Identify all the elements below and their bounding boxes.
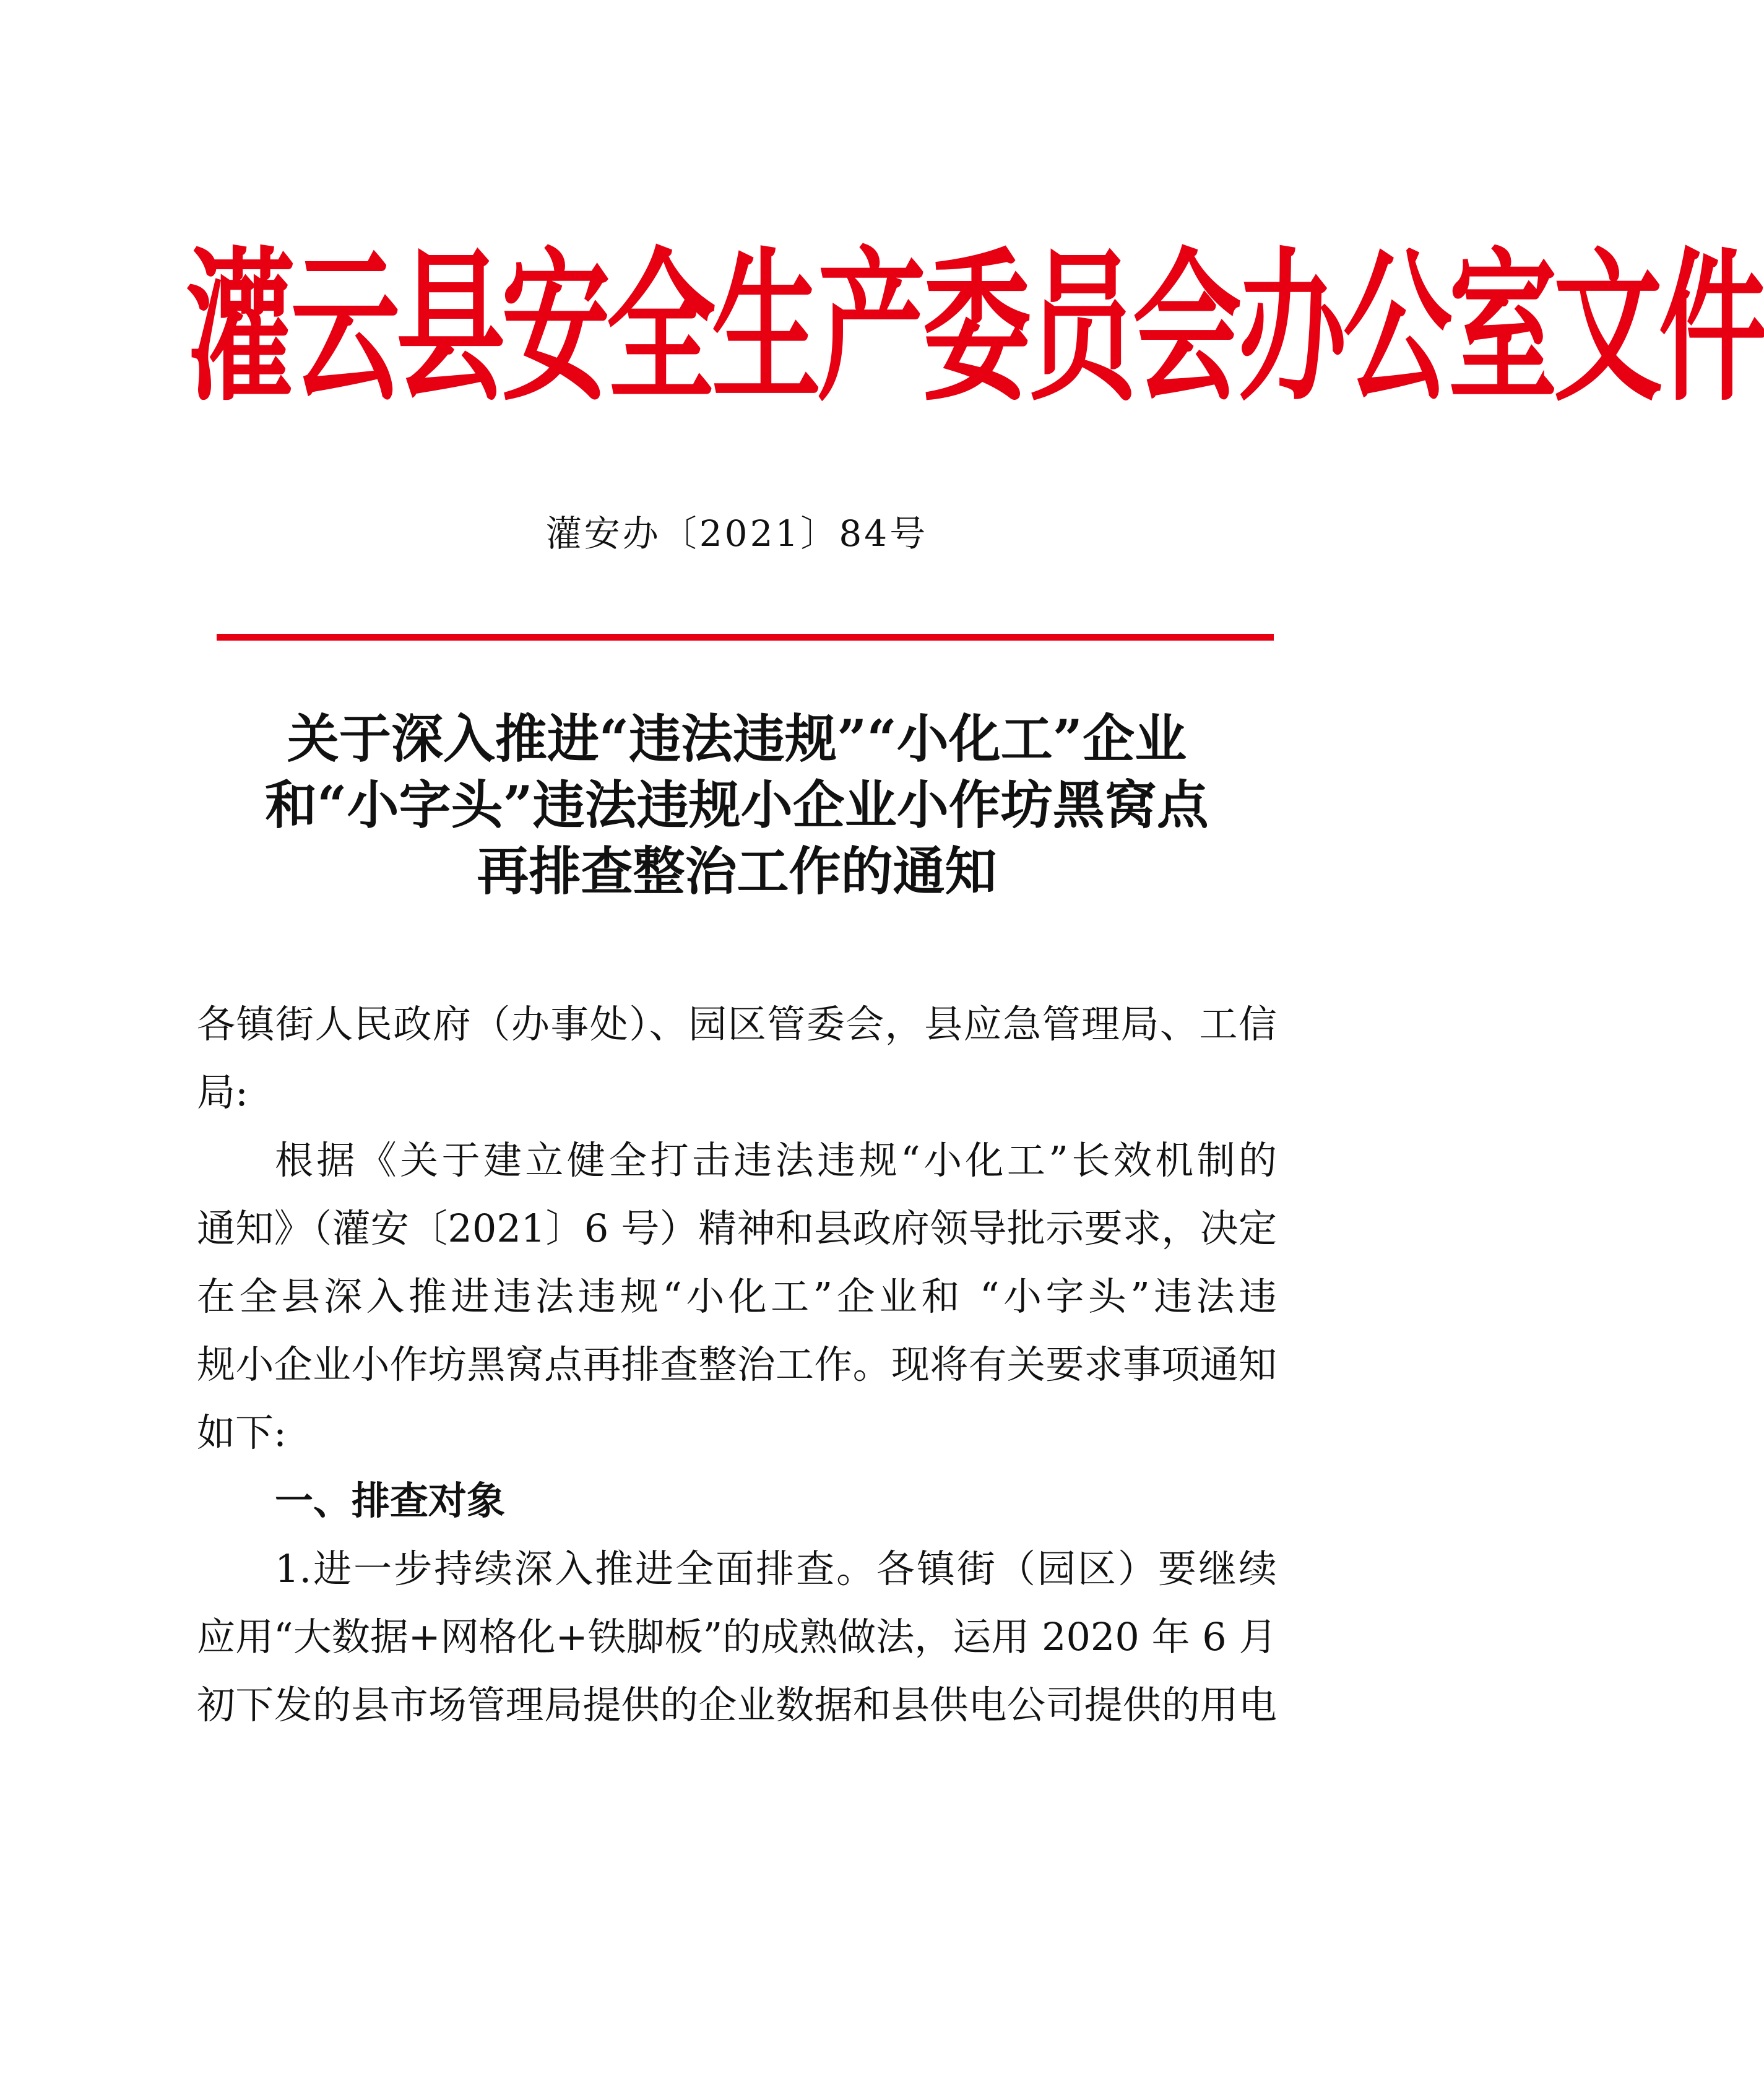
item-line: 1.进一步持续深入推进全面排查。各镇街（园区）要继续 <box>275 1546 1277 1591</box>
recipients-line: 各镇街人民政府（办事处）、园区管委会，县应急管理局、工信 <box>197 1001 1277 1047</box>
paragraph-line: 通知》（灌安〔2021〕6 号）精神和县政府领导批示要求，决定 <box>197 1206 1277 1251</box>
paragraph-line: 如下: <box>197 1410 287 1455</box>
paragraph-line: 规小企业小作坊黑窝点再排查整治工作。现将有关要求事项通知 <box>197 1342 1277 1387</box>
notice-title <box>186 706 1288 904</box>
document-body <box>197 990 1277 1739</box>
masthead-title: 灌云县安全生产委员会办公室文件 <box>186 231 1764 424</box>
paragraph-line: 在全县深入推进违法违规“小化工”企业和 “小字头”违法违 <box>197 1274 1277 1319</box>
item-line: 应用“大数据+网格化+铁脚板”的成熟做法，运用 2020 年 6 月 <box>197 1614 1278 1659</box>
paragraph-line: 根据《关于建立健全打击违法违规“小化工”长效机制的 <box>275 1138 1277 1183</box>
title-line: 再排查整治工作的通知 <box>477 841 997 902</box>
item-line: 初下发的县市场管理局提供的企业数据和县供电公司提供的用电 <box>197 1682 1277 1727</box>
title-line: 和“小字头”违法违规小企业小作坊黑窝点 <box>265 774 1209 836</box>
section-heading: 一、排查对象 <box>275 1478 506 1523</box>
title-line: 关于深入推进“违法违规”“小化工”企业 <box>287 708 1187 769</box>
recipients-line: 局: <box>197 1070 248 1115</box>
document-number: 灌安办〔2021〕84号 <box>545 512 928 555</box>
red-divider-line <box>217 634 1274 641</box>
